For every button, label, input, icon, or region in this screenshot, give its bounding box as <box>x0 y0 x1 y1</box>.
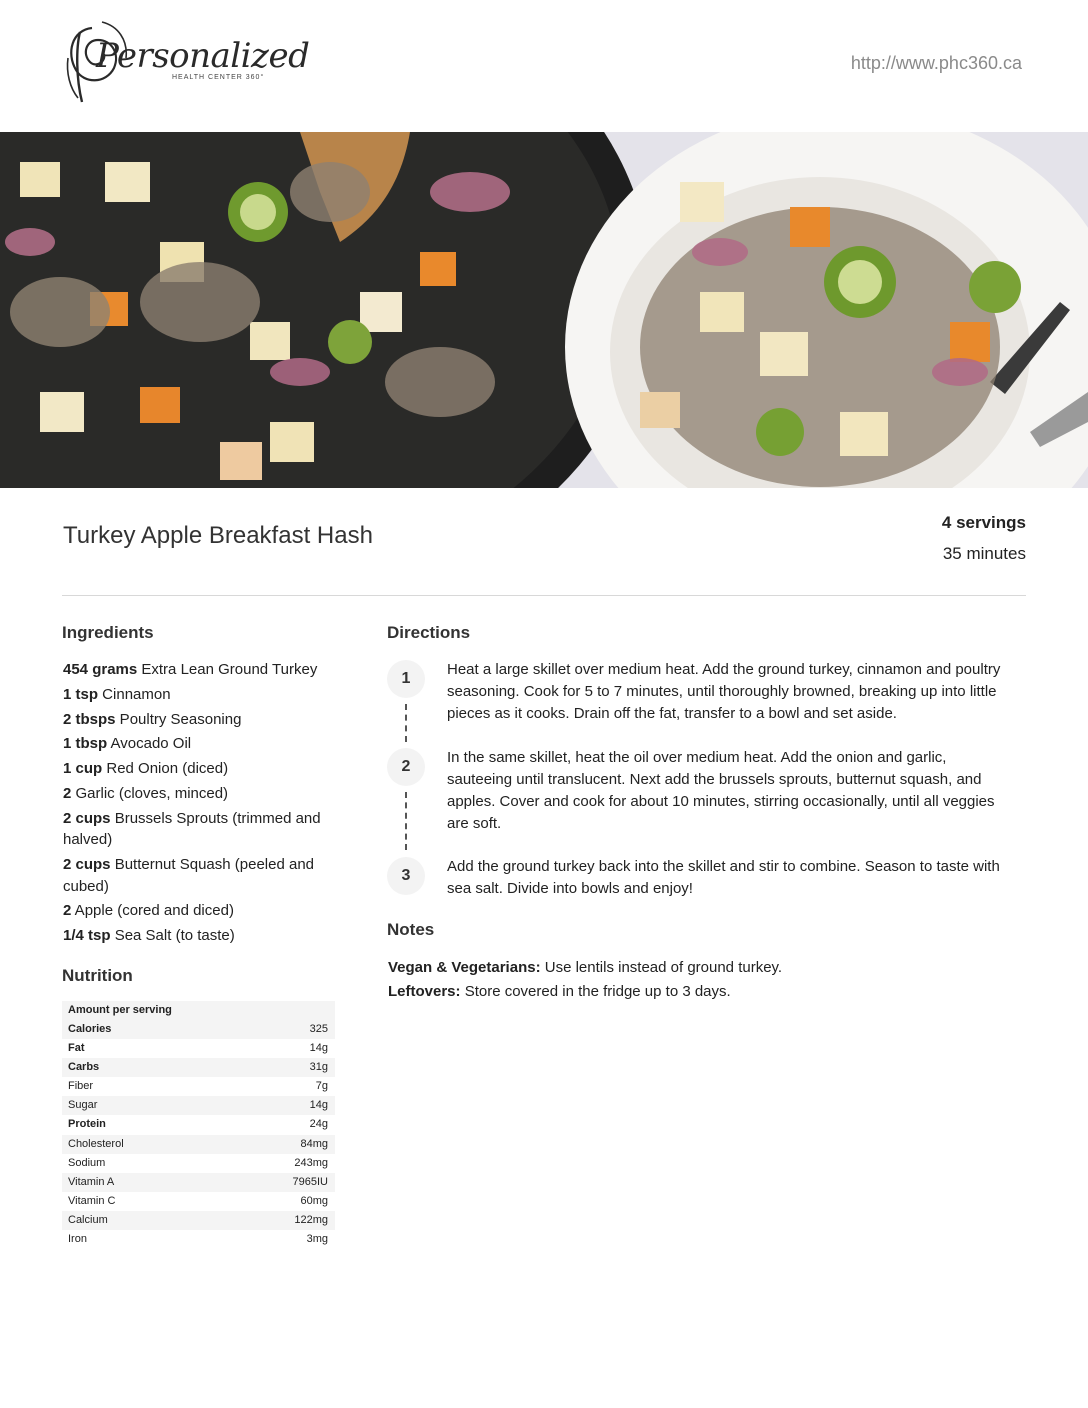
list-item <box>63 783 338 805</box>
nutrient-label: Vitamin A <box>68 1175 115 1188</box>
nutrient-value: 325 <box>309 1023 328 1035</box>
list-item <box>63 854 338 897</box>
nutrition-table <box>62 1001 335 1249</box>
list-item <box>63 733 338 755</box>
logo-wordmark: Personalized <box>96 36 310 76</box>
nutrient-label: Cholesterol <box>68 1137 124 1150</box>
nutrient-label: Fiber <box>68 1080 94 1093</box>
table-row <box>62 1115 335 1134</box>
note-label: Vegan & Vegetarians: <box>388 959 541 976</box>
hero-food-photo <box>0 132 1088 488</box>
recipe-title: Turkey Apple Breakfast Hash <box>63 522 373 549</box>
table-row <box>62 1058 335 1077</box>
ingredient-name: Brussels Sprouts (trimmed and halved) <box>63 809 321 849</box>
nutrient-value: 31g <box>309 1061 328 1074</box>
directions-heading: Directions <box>387 623 471 642</box>
table-row <box>62 1154 335 1173</box>
page-header <box>0 0 1088 132</box>
table-row <box>62 1211 335 1230</box>
divider <box>62 595 1026 596</box>
nutrient-label: Fat <box>68 1042 85 1055</box>
table-row <box>62 1020 335 1039</box>
nutrient-label: Carbs <box>68 1061 100 1074</box>
nutrient-value: 7965IU <box>292 1175 328 1188</box>
step-text: In the same skillet, heat the oil over medium heat. Add the onion and garlic, sauteeing until translucent. Next add the brussels sprouts, butternut squash, and apples. Cover and cook for about 10 minutes, stirring occasionally, until all veggies are soft. <box>447 749 995 832</box>
nutrient-value: 3mg <box>306 1233 328 1246</box>
list-item <box>63 900 338 922</box>
ingredient-qty: 2 tbsps <box>63 710 116 728</box>
ingredient-qty: 1/4 tsp <box>63 927 111 945</box>
nutrient-label: Sodium <box>68 1156 106 1169</box>
nutrient-label: Calcium <box>68 1213 108 1226</box>
table-row <box>62 1192 335 1211</box>
ingredient-name: Red Onion (diced) <box>102 760 229 778</box>
ingredient-qty: 2 <box>63 784 72 802</box>
logo-subtext: HEALTH CENTER 360° <box>172 74 265 81</box>
ingredient-qty: 2 cups <box>63 809 111 827</box>
notes-heading: Notes <box>387 920 435 939</box>
step-number: 1 <box>387 660 425 698</box>
nutrient-label: Sugar <box>68 1099 98 1112</box>
nutrient-value: 84mg <box>300 1137 328 1150</box>
ingredient-qty: 2 cups <box>63 856 111 874</box>
ingredient-name: Avocado Oil <box>107 735 192 753</box>
list-item <box>63 684 338 706</box>
note-text: Use lentils instead of ground turkey. <box>540 959 783 976</box>
food-photo-icon <box>0 132 1088 488</box>
step-text: Add the ground turkey back into the skillet and stir to combine. Season to taste with sea salt. Divide into bowls and enjoy! <box>447 858 1000 897</box>
nutrition-heading: Nutrition <box>62 966 133 985</box>
list-item <box>63 808 338 851</box>
table-row <box>62 1173 335 1192</box>
nutrient-label: Iron <box>68 1233 87 1246</box>
step-text: Heat a large skillet over medium heat. Add the ground turkey, cinnamon and poultry seasoning. Cook for 5 to 7 minutes, until thoroughly browned, breaking up into little pieces as it cooks. Drain off the fat, transfer to a bowl and set aside. <box>447 661 1001 722</box>
ingredient-qty: 1 tbsp <box>63 735 108 753</box>
step-connector <box>405 792 407 850</box>
notes-list <box>388 956 1008 1004</box>
nutrient-label: Protein <box>68 1118 106 1131</box>
table-row <box>62 1135 335 1154</box>
ingredient-name: Apple (cored and diced) <box>71 902 234 920</box>
table-row <box>62 1039 335 1058</box>
table-row <box>62 1230 335 1249</box>
site-url[interactable]: http://www.phc360.ca <box>850 53 1022 73</box>
nutrient-value: 14g <box>309 1042 328 1055</box>
step-number: 2 <box>387 748 425 786</box>
ingredients-heading: Ingredients <box>62 623 154 642</box>
nutrient-label: Vitamin C <box>68 1194 116 1207</box>
note-text: Store covered in the fridge up to 3 days. <box>460 983 731 1000</box>
logo <box>62 18 310 106</box>
table-row <box>62 1077 335 1096</box>
nutrient-value: 24g <box>309 1118 328 1131</box>
list-item <box>388 980 1008 1004</box>
nutrient-value: 60mg <box>300 1194 328 1207</box>
note-label: Leftovers: <box>388 983 461 1000</box>
ingredient-qty: 1 cup <box>63 760 103 778</box>
ingredient-name: Extra Lean Ground Turkey <box>137 661 318 678</box>
ingredient-qty: 454 grams <box>63 661 138 678</box>
ingredient-name: Poultry Seasoning <box>115 710 242 728</box>
nutrient-label: Calories <box>68 1023 112 1035</box>
ingredient-name: Garlic (cloves, minced) <box>71 784 229 802</box>
table-row <box>62 1096 335 1115</box>
servings: 4 servings <box>941 513 1026 532</box>
ingredients-list <box>63 659 338 950</box>
nutrient-value: 122mg <box>294 1213 328 1226</box>
ingredient-qty: 1 tsp <box>63 685 99 703</box>
ingredient-name: Sea Salt (to taste) <box>110 927 235 945</box>
ingredient-name: Butternut Squash (peeled and cubed) <box>63 856 315 895</box>
ingredient-name: Cinnamon <box>98 685 171 703</box>
step-connector <box>405 704 407 742</box>
list-item <box>63 925 338 947</box>
list-item <box>63 758 338 780</box>
ingredient-qty: 2 <box>63 902 72 920</box>
nutrition-table-header: Amount per serving <box>62 1001 335 1020</box>
cook-time: 35 minutes <box>942 544 1026 563</box>
nutrient-value: 7g <box>315 1080 328 1093</box>
step-number: 3 <box>387 857 425 895</box>
nutrient-value: 14g <box>309 1099 328 1112</box>
nutrient-value: 243mg <box>294 1156 328 1169</box>
list-item <box>63 709 338 731</box>
list-item <box>388 956 1008 980</box>
list-item <box>63 659 338 681</box>
